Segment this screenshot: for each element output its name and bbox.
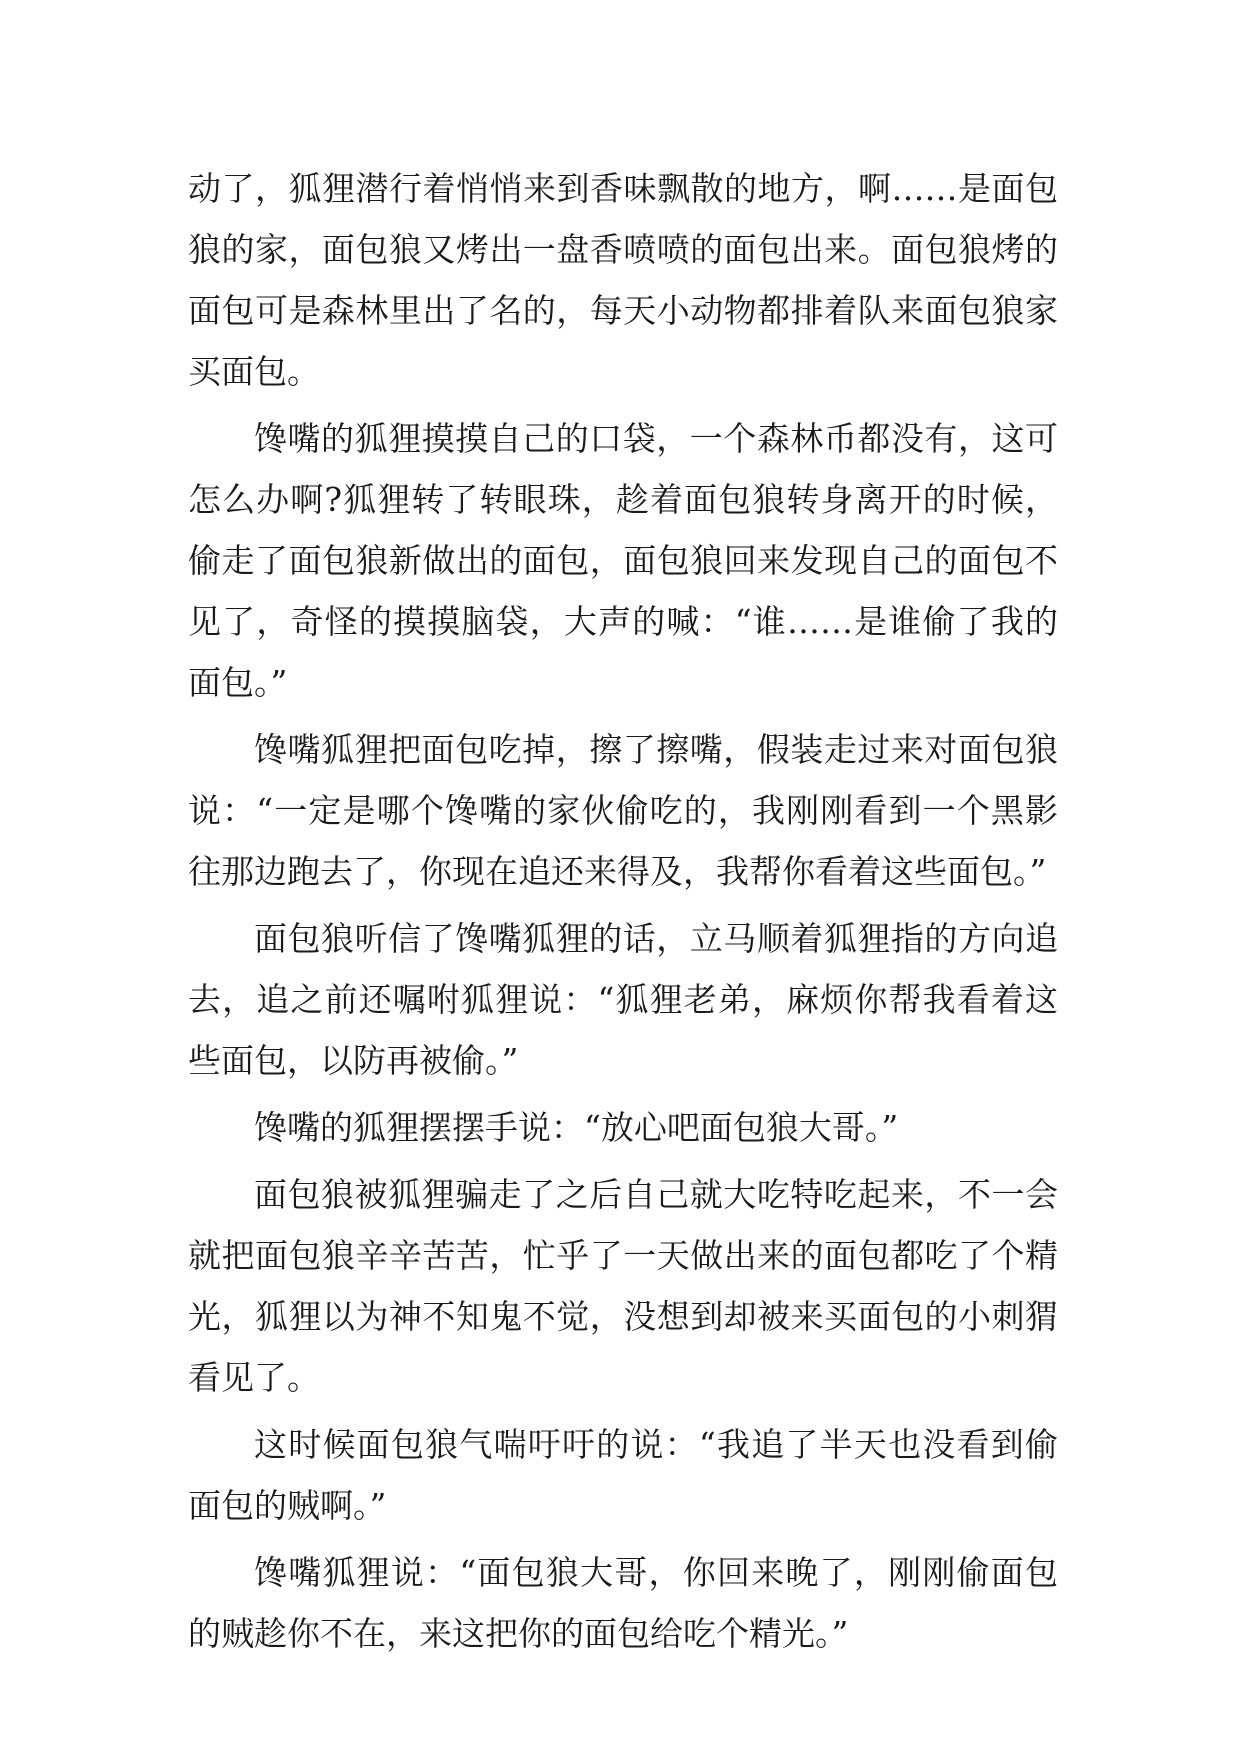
story-text	[188, 158, 1058, 1670]
paragraph-3: 馋嘴狐狸把面包吃掉，擦了擦嘴，假装走过来对面包狼说：“一定是哪个馋嘴的家伙偷吃的，我刚刚看到一个黑影往那边跑去了，你现在追还来得及，我帮你看着这些面包。”	[188, 730, 1058, 891]
paragraph-6: 面包狼被狐狸骗走了之后自己就大吃特吃起来，不一会就把面包狼辛辛苦苦，忙乎了一天做出来的面包都吃了个精光，狐狸以为神不知鬼不觉，没想到却被来买面包的小刺猬看见了。	[188, 1175, 1058, 1397]
paragraph-7: 这时候面包狼气喘吁吁的说：“我追了半天也没看到偷面包的贼啊。”	[188, 1425, 1058, 1525]
paragraph-2: 馋嘴的狐狸摸摸自己的口袋，一个森林币都没有，这可怎么办啊?狐狸转了转眼珠，趁着面包狼转身离开的时候，偷走了面包狼新做出的面包，面包狼回来发现自己的面包不见了，奇怪的摸摸脑袋，大声的喊：“谁……是谁偷了我的面包。”	[188, 419, 1058, 702]
paragraph-8: 馋嘴狐狸说：“面包狼大哥，你回来晚了，刚刚偷面包的贼趁你不在，来这把你的面包给吃个精光。”	[188, 1553, 1058, 1653]
paragraph-5: 馋嘴的狐狸摆摆手说：“放心吧面包狼大哥。”	[254, 1108, 899, 1147]
paragraph-1: 动了，狐狸潜行着悄悄来到香味飘散的地方，啊……是面包狼的家，面包狼又烤出一盘香喷喷的面包出来。面包狼烤的面包可是森林里出了名的，每天小动物都排着队来面包狼家买面包。	[188, 169, 1058, 391]
paragraph-4: 面包狼听信了馋嘴狐狸的话，立马顺着狐狸指的方向追去，追之前还嘱咐狐狸说：“狐狸老弟，麻烦你帮我看着这些面包，以防再被偷。”	[188, 919, 1058, 1080]
